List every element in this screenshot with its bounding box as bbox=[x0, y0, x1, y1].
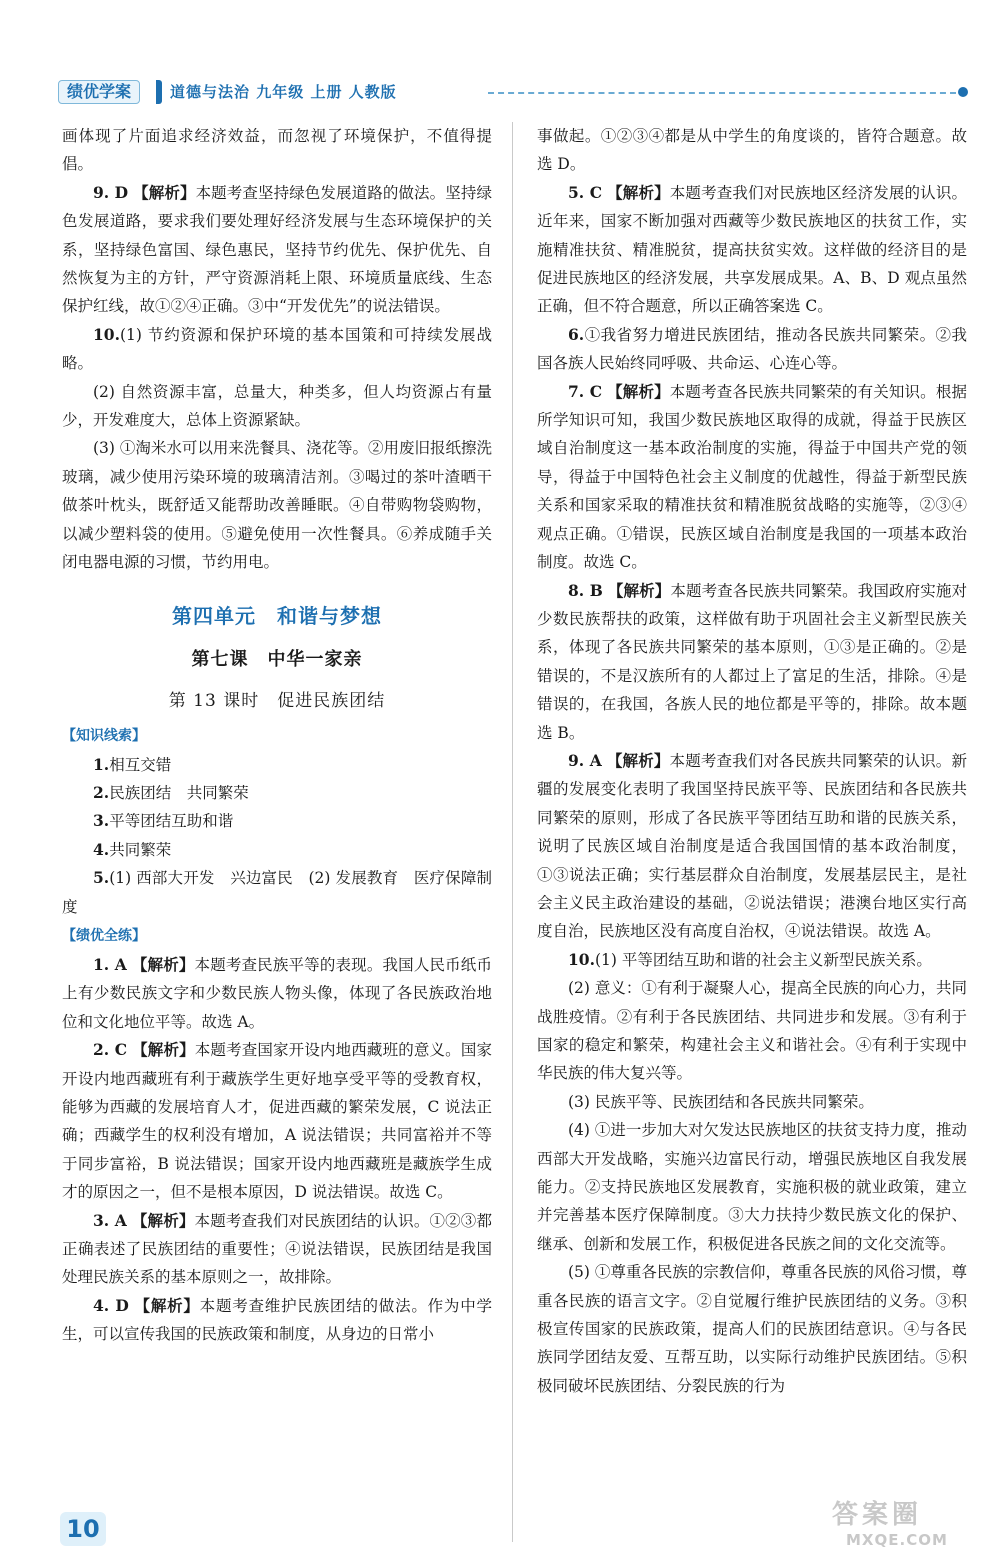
knowledge-item bbox=[62, 751, 492, 779]
unit-title: 第四单元 和谐与梦想 bbox=[172, 603, 382, 628]
page-number: 10 bbox=[60, 1512, 106, 1546]
column-divider bbox=[512, 122, 513, 1542]
answer-number: 7. C bbox=[568, 381, 603, 401]
answer-item bbox=[537, 321, 967, 378]
analysis-tag: 【解析】 bbox=[131, 1210, 195, 1230]
knowledge-item bbox=[62, 836, 492, 864]
answer-text: 本题考查我们对各民族共同繁荣的认识。新疆的发展变化表明了我国坚持民族平等、民族团结和各民族共同繁荣的原则，形成了各民族平等团结互助和谐的民族关系，说明了民族区域自治制度是适合我国国情的基本政治制度，①③说法正确；实行基层群众自治制度，发展基层民主，是社会主义民主政治建设的基础，②说法错误；港澳台地区实行高度自治，民族地区没有高度自治权，④说法错误。故选 A。 bbox=[537, 751, 967, 941]
header-end-dot bbox=[958, 87, 968, 97]
answer-text: 本题考查各民族共同繁荣。我国政府实施对少数民族帮扶的政策，这样做有助于巩固社会主义新型民族关系，体现了各民族共同繁荣的基本原则，①③是正确的。②是错误的，不是汉族所有的人都过上了富足的生活，排除。④是错误的，在我国，各族人民的地位都是平等的，排除。故本题选 B。 bbox=[537, 581, 967, 742]
knowledge-number: 3. bbox=[93, 811, 110, 831]
knowledge-item bbox=[62, 807, 492, 835]
answer-item bbox=[62, 321, 492, 378]
analysis-tag: 【解析】 bbox=[133, 182, 196, 202]
section-practice-heading: 【绩优全练】 bbox=[62, 927, 146, 944]
answer-number: 10. bbox=[93, 324, 120, 344]
section-knowledge-heading: 【知识线索】 bbox=[62, 727, 146, 744]
answer-subitem: (2) 自然资源丰富，总量大，种类多，但人均资源占有量少，开发难度大，总体上资源紧缺。 bbox=[62, 382, 492, 430]
answer-text: 本题考查我们对民族团结的认识。①②③都正确表述了民族团结的重要性；④说法错误，民族团结是我国处理民族关系的基本原则之一，故排除。 bbox=[62, 1211, 492, 1287]
knowledge-number: 4. bbox=[93, 839, 110, 859]
paragraph: 画体现了片面追求经济效益，而忽视了环境保护，不值得提倡。 bbox=[62, 127, 492, 174]
answer-item bbox=[62, 1036, 492, 1206]
answer-subitem: (3) ①淘米水可以用来洗餐具、浇花等。②用废旧报纸擦洗玻璃，减少使用污染环境的玻璃清洁剂。③喝过的茶叶渣晒干做茶叶枕头，既舒适又能帮助改善睡眠。④自带购物袋购物，以减少塑料袋的使用。⑤避免使用一次性餐具。⑥养成随手关闭电器电源的习惯，节约用电。 bbox=[62, 439, 492, 572]
answer-text: ①我省努力增进民族团结，推动各民族共同繁荣。②我国各族人民始终同呼吸、共命运、心连心等。 bbox=[537, 325, 967, 373]
brand-tail-decoration bbox=[156, 80, 162, 104]
watermark-text: 答案圈 bbox=[832, 1500, 923, 1530]
analysis-tag: 【解析】 bbox=[131, 954, 195, 974]
answer-item bbox=[537, 378, 967, 577]
knowledge-text: 民族团结 共同繁荣 bbox=[109, 783, 249, 802]
answer-text: 本题考查维护民族团结的做法。作为中学生，可以宣传我国的民族政策和制度，从身边的日常小 bbox=[62, 1296, 492, 1344]
answer-number: 6. bbox=[568, 324, 585, 344]
paragraph: 事做起。①②③④都是从中学生的角度谈的，皆符合题意。故选 D。 bbox=[537, 127, 967, 174]
period-title: 第 13 课时 促进民族团结 bbox=[168, 690, 386, 711]
page-header bbox=[58, 78, 968, 106]
answer-text: 本题考查国家开设内地西藏班的意义。国家开设内地西藏班有利于藏族学生更好地享受平等的受教育权，能够为西藏的发展培育人才，促进西藏的繁荣发展，C 说法正确；西藏学生的权利没有增加，A 说法错误；共同富裕并不等于同步富裕，B 说法错误；国家开设内地西藏班是藏族学生成才的原因之一，但不是根本原因，D 说法错误。故选 C。 bbox=[62, 1041, 492, 1202]
answer-text: 本题考查各民族共同繁荣的有关知识。根据所学知识可知，我国少数民族地区取得的成就，得益于民族区域自治制度这一基本政治制度的实施，得益于中国共产党的领导，得益于中国特色社会主义制度的优越性，得益于新型民族关系和国家采取的精准扶贫和精准脱贫战略的实施等，②③④观点正确。①错误，民族区域自治制度是我国的一项基本政治制度。故选 C。 bbox=[537, 382, 967, 572]
knowledge-text: 平等团结互助和谐 bbox=[109, 812, 234, 831]
book-subtitle: 道德与法治 九年级 上册 人教版 bbox=[170, 83, 397, 101]
answer-text: (1) 节约资源和保护环境的基本国策和可持续发展战略。 bbox=[62, 325, 492, 373]
answer-subitem: (4) ①进一步加大对欠发达民族地区的扶贫支持力度，推动西部大开发战略，实施兴边富民行动，增强民族地区自我发展能力。②支持民族地区发展教育，实施积极的就业政策，建立并完善基本医疗保障制度。③大力扶持少数民族文化的保护、继承、创新和发展工作，积极促进各民族之间的文化交流等。 bbox=[537, 1121, 967, 1253]
right-column bbox=[537, 122, 967, 1400]
answer-subitem: (5) ①尊重各民族的宗教信仰，尊重各民族的风俗习惯，尊重各民族的语言文字。②自觉履行维护民族团结的义务。③积极宣传国家的民族政策，提高人们的民族团结意识。④与各民族同学团结友爱、互帮互助，以实际行动维护民族团结。⑤积极同破坏民族团结、分裂民族的行为 bbox=[537, 1263, 967, 1395]
knowledge-text: 共同繁荣 bbox=[109, 840, 172, 859]
answer-number: 10. bbox=[568, 949, 595, 969]
answer-number: 1. A bbox=[93, 954, 127, 974]
answer-item bbox=[62, 951, 492, 1036]
answer-subitem: (2) 意义：①有利于凝聚人心，提高全民族的向心力，共同战胜疫情。②有利于各民族团结、共同进步和发展。③有利于国家的稳定和繁荣，构建社会主义和谐社会。④有利于实现中华民族的伟大复兴等。 bbox=[537, 979, 967, 1083]
answer-item bbox=[62, 1292, 492, 1349]
answer-item bbox=[537, 179, 967, 321]
watermark-url: MXQE.COM bbox=[846, 1531, 948, 1549]
analysis-tag: 【解析】 bbox=[134, 1295, 200, 1315]
header-dashed-rule bbox=[488, 92, 956, 94]
answer-text: 本题考查我们对民族地区经济发展的认识。近年来，国家不断加强对西藏等少数民族地区的扶贫工作，实施精准扶贫、精准脱贫，提高扶贫实效。这样做的经济目的是促进民族地区的经济发展，共享发展成果。A、B、D 观点虽然正确，但不符合题意，所以正确答案选 C。 bbox=[537, 183, 967, 316]
analysis-tag: 【解析】 bbox=[607, 580, 671, 600]
answer-item bbox=[62, 1207, 492, 1292]
answer-number: 9. A bbox=[568, 750, 602, 770]
answer-item bbox=[537, 747, 967, 946]
answer-item bbox=[537, 946, 967, 974]
knowledge-number: 5. bbox=[93, 868, 110, 888]
answer-number: 3. A bbox=[93, 1210, 127, 1230]
knowledge-item bbox=[62, 779, 492, 807]
answer-text: 本题考查坚持绿色发展道路的做法。坚持绿色发展道路，要求我们要处理好经济发展与生态环境保护的关系，坚持绿色富国、绿色惠民，坚持节约优先、保护优先、自然恢复为主的方针，严守资源消耗上限、环境质量底线、生态保护红线，故①②④正确。③中“开发优先”的说法错误。 bbox=[62, 183, 492, 316]
analysis-tag: 【解析】 bbox=[607, 381, 670, 401]
answer-number: 2. C bbox=[93, 1040, 128, 1060]
knowledge-number: 2. bbox=[93, 782, 110, 802]
knowledge-text: (1) 西部大开发 兴边富民 (2) 发展教育 医疗保障制度 bbox=[62, 869, 492, 916]
analysis-tag: 【解析】 bbox=[607, 182, 670, 202]
answer-subitem: (3) 民族平等、民族团结和各民族共同繁荣。 bbox=[568, 1092, 874, 1111]
answer-text: (1) 平等团结互助和谐的社会主义新型民族关系。 bbox=[594, 950, 932, 969]
lesson-title: 第七课 中华一家亲 bbox=[191, 648, 363, 670]
answer-number: 4. D bbox=[93, 1295, 129, 1315]
knowledge-item bbox=[62, 864, 492, 921]
watermark-logo bbox=[832, 1500, 992, 1554]
answer-item bbox=[537, 577, 967, 747]
brand-logo: 绩优学案 bbox=[58, 80, 140, 104]
knowledge-number: 1. bbox=[93, 754, 110, 774]
analysis-tag: 【解析】 bbox=[606, 750, 670, 770]
answer-text: 本题考查民族平等的表现。我国人民币纸币上有少数民族文字和少数民族人物头像，体现了各民族政治地位和文化地位平等。故选 A。 bbox=[62, 955, 492, 1031]
knowledge-text: 相互交错 bbox=[109, 755, 172, 774]
answer-number: 9. D bbox=[93, 182, 129, 202]
answer-item bbox=[62, 179, 492, 321]
answer-number: 8. B bbox=[568, 580, 603, 600]
answer-number: 5. C bbox=[568, 182, 603, 202]
analysis-tag: 【解析】 bbox=[132, 1040, 195, 1060]
left-column bbox=[62, 122, 492, 1349]
